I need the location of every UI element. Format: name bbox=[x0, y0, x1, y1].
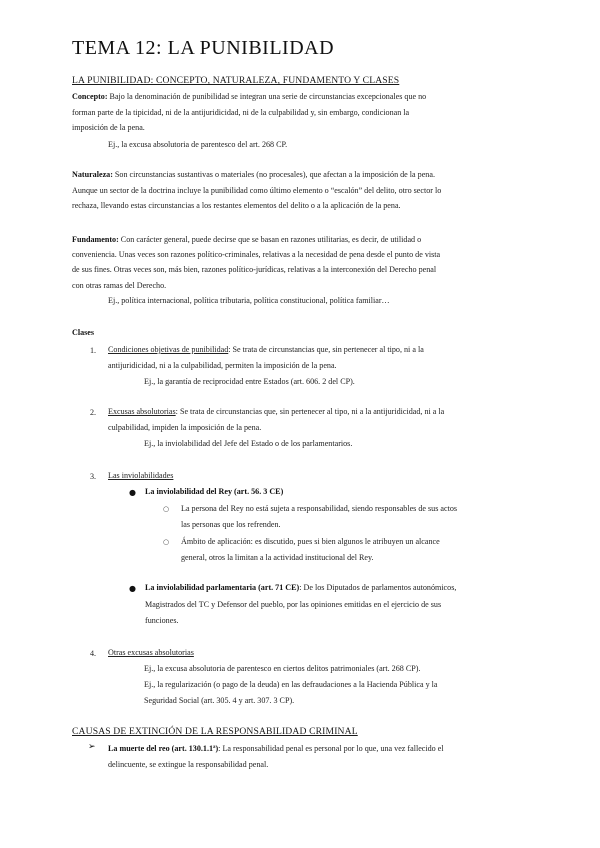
concepto-example: Ej., la excusa absolutoria de parentesco del art. 268 CP. bbox=[108, 140, 288, 149]
c1-text: : Se trata de circunstancias que, sin pertenecer al tipo, ni a la bbox=[228, 345, 424, 354]
rey-title bbox=[145, 484, 283, 500]
naturaleza-text: Son circunstancias sustantivas o materiales (no procesales), que afectan a la imposición de la pena. bbox=[112, 170, 435, 179]
circle-bullet-icon: ○ bbox=[163, 538, 170, 546]
naturaleza-line-3: rechaza, llevando estas circunstancias a los restantes elementos del delito o a la aplicación de la pena. bbox=[72, 201, 401, 210]
rey-a-line-1: La persona del Rey no está sujeta a responsabilidad, siendo responsables de sus actos bbox=[181, 504, 458, 513]
c2-example: Ej., la inviolabilidad del Jefe del Estado o de los parlamentarios. bbox=[144, 439, 353, 448]
concepto-label: Concepto: bbox=[72, 92, 108, 101]
c4-title: Otras excusas absolutorias bbox=[108, 648, 194, 657]
parl-line-3: funciones. bbox=[145, 616, 179, 625]
concepto-line-1 bbox=[72, 89, 426, 105]
c4-example-1: Ej., la excusa absolutoria de parentesco en ciertos delitos patrimoniales (art. 268 CP). bbox=[144, 664, 421, 673]
circle-bullet-icon: ○ bbox=[163, 505, 170, 513]
c3-title: Las inviolabilidades bbox=[108, 471, 174, 480]
c2-line-2: culpabilidad, impiden la imposición de la pena. bbox=[108, 423, 262, 432]
c1-line-2: antijuridicidad, ni a la culpabilidad, permiten la imposición de la pena. bbox=[108, 361, 337, 370]
muerte-title: La muerte del reo (art. 130.1.1ª) bbox=[108, 744, 219, 753]
parl-line-2: Magistrados del TC y Defensor del pueblo, por las opiniones emitidas en el ejercicio de sus bbox=[145, 600, 442, 609]
fundamento-example: Ej., política internacional, política tributaria, política constitucional, política familiar… bbox=[108, 296, 390, 305]
list-number-4: 4. bbox=[90, 649, 97, 658]
muerte-text: : La responsabilidad penal es personal por lo que, una vez fallecido el bbox=[218, 744, 444, 753]
c4-line-1 bbox=[108, 645, 194, 661]
c2-title: Excusas absolutorias bbox=[108, 407, 176, 416]
parl-title: La inviolabilidad parlamentaria (art. 71 CE) bbox=[145, 583, 300, 592]
rey-a-line-2: las personas que los refrenden. bbox=[181, 520, 281, 529]
parl-text: : De los Diputados de parlamentos autonómicos, bbox=[299, 583, 457, 592]
c2-line-1 bbox=[108, 404, 444, 420]
list-number-3: 3. bbox=[90, 472, 97, 481]
muerte-line-2: delincuente, se extingue la responsabilidad penal. bbox=[108, 760, 269, 769]
fundamento-line-3: de sus fines. Otras veces son, más bien, razones político-jurídicas, relativas a la interconexión del Derecho penal bbox=[72, 265, 437, 274]
c1-line-1 bbox=[108, 342, 424, 358]
c3-line-1 bbox=[108, 468, 173, 484]
fundamento-label: Fundamento: bbox=[72, 235, 119, 244]
concepto-line-2: forman parte de la tipicidad, ni de la antijuridicidad, ni de la culpabilidad y, sin embargo, condicionan la bbox=[72, 108, 410, 117]
clases-heading bbox=[72, 325, 94, 341]
fundamento-line-1 bbox=[72, 232, 421, 248]
list-number-1: 1. bbox=[90, 346, 97, 355]
fundamento-line-2: conveniencia. Unas veces son razones político-criminales, relativas a la necesidad de pena desde el punto de vista bbox=[72, 250, 441, 259]
list-number-2: 2. bbox=[90, 408, 97, 417]
concepto-line-3: imposición de la pena. bbox=[72, 123, 145, 132]
c2-text: : Se trata de circunstancias que, sin pertenecer al tipo, ni a la antijuridicidad, ni a la bbox=[175, 407, 445, 416]
rey-b-line-2: general, otros la limitan a la actividad institucional del Rey. bbox=[181, 553, 374, 562]
naturaleza-label: Naturaleza: bbox=[72, 170, 113, 179]
arrow-bullet-icon: ➢ bbox=[88, 742, 96, 752]
rey-title-text: La inviolabilidad del Rey (art. 56. 3 CE) bbox=[145, 487, 284, 496]
rey-b-line-1: Ámbito de aplicación: es discutido, pues si bien algunos le atribuyen un alcance bbox=[181, 537, 440, 546]
c1-title: Condiciones objetivas de punibilidad bbox=[108, 345, 229, 354]
c4-example-2-line-1: Ej., la regularización (o pago de la deuda) en las defraudaciones a la Hacienda Pública y la bbox=[144, 680, 438, 689]
page-title: TEMA 12: LA PUNIBILIDAD bbox=[72, 37, 335, 59]
c1-example: Ej., la garantía de reciprocidad entre Estados (art. 606. 2 del CP). bbox=[144, 377, 355, 386]
c4-example-2-line-2: Seguridad Social (art. 305. 4 y art. 307. 3 CP). bbox=[144, 696, 295, 705]
section-heading-extincion: CAUSAS DE EXTINCIÓN DE LA RESPONSABILIDAD CRIMINAL bbox=[72, 726, 358, 737]
clases-label: Clases bbox=[72, 328, 95, 337]
parl-line-1 bbox=[145, 580, 456, 596]
section-heading-punibilidad: LA PUNIBILIDAD: CONCEPTO, NATURALEZA, FUNDAMENTO Y CLASES bbox=[72, 75, 400, 86]
muerte-line-1 bbox=[108, 741, 444, 757]
naturaleza-line-2: Aunque un sector de la doctrina incluye la punibilidad como último elemento o “escalón” del delito, otro sector lo bbox=[72, 186, 442, 195]
bullet-icon: ● bbox=[129, 584, 136, 593]
bullet-icon: ● bbox=[129, 488, 136, 497]
concepto-text: Bajo la denominación de punibilidad se integran una serie de circunstancias excepcionales que no bbox=[107, 92, 427, 101]
fundamento-line-4: con otras ramas del Derecho. bbox=[72, 281, 167, 290]
fundamento-text: Con carácter general, puede decirse que se basan en razones utilitarias, es decir, de utilidad o bbox=[118, 235, 422, 244]
naturaleza-line-1 bbox=[72, 167, 435, 183]
